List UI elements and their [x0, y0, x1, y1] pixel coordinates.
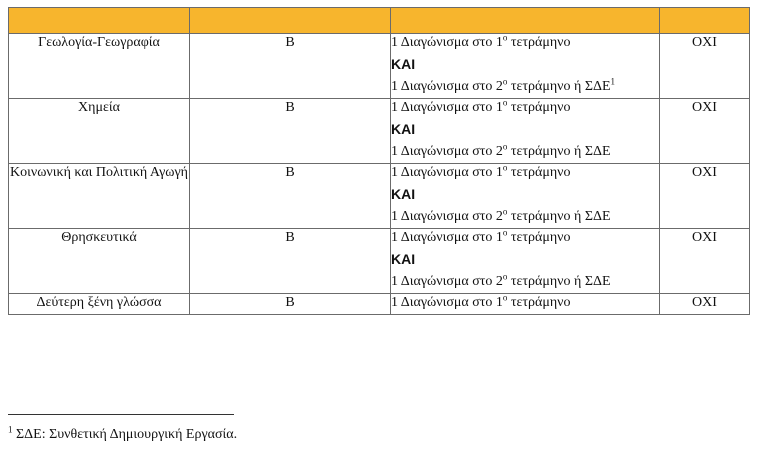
- exam-cell: [391, 229, 660, 294]
- table-row: [9, 34, 750, 99]
- class-cell: Β: [190, 294, 391, 315]
- exam-line-second: 1 Διαγώνισμα στο $2^o$ τετράμηνο ή ΣΔΕ: [391, 206, 611, 224]
- answer-cell: ΟΧΙ: [660, 229, 750, 294]
- exam-cell: [391, 99, 660, 164]
- subject-cell: Γεωλογία-Γεωγραφία: [9, 34, 190, 99]
- footnote-divider: [8, 414, 234, 415]
- footnote: [8, 424, 238, 443]
- table-row: [9, 99, 750, 164]
- exam-cell: [391, 34, 660, 99]
- header-cell: [391, 8, 660, 34]
- exam-line-second: 1 Διαγώνισμα στο $2^o$ τετράμηνο ή ΣΔΕ: [391, 271, 611, 289]
- exam-line-first: 1 Διαγώνισμα στο $1^o$ τετράμηνο: [391, 97, 571, 115]
- footnote-text: ΣΔΕ: Συνθετική Δημιουργική Εργασία.: [12, 427, 238, 442]
- answer-cell: ΟΧΙ: [660, 99, 750, 164]
- answer-cell: ΟΧΙ: [660, 34, 750, 99]
- header-cell: [660, 8, 750, 34]
- exam-line-first: 1 Διαγώνισμα στο $1^o$ τετράμηνο: [391, 227, 571, 245]
- exam-conjunction: ΚΑΙ: [391, 186, 416, 202]
- exam-cell: [391, 294, 660, 315]
- subject-cell: Κοινωνική και Πολιτική Αγωγή: [9, 164, 190, 229]
- class-cell: Β: [190, 34, 391, 99]
- footnote-marker: 1: [8, 424, 13, 435]
- header-cell: [9, 8, 190, 34]
- subject-cell: Χημεία: [9, 99, 190, 164]
- exam-conjunction: ΚΑΙ: [391, 56, 416, 72]
- subject-cell: Θρησκευτικά: [9, 229, 190, 294]
- answer-cell: ΟΧΙ: [660, 294, 750, 315]
- table-row: [9, 229, 750, 294]
- class-cell: Β: [190, 229, 391, 294]
- exam-conjunction: ΚΑΙ: [391, 121, 416, 137]
- header-cell: [190, 8, 391, 34]
- exam-cell: [391, 164, 660, 229]
- table-header-row: [9, 8, 750, 34]
- exam-line-second: 1 Διαγώνισμα στο $2^o$ τετράμηνο ή ΣΔΕ: [391, 141, 611, 159]
- answer-cell: ΟΧΙ: [660, 164, 750, 229]
- table-row: [9, 294, 750, 315]
- class-cell: Β: [190, 164, 391, 229]
- class-cell: Β: [190, 99, 391, 164]
- footnote-ref: 1: [610, 76, 616, 87]
- exam-table: [8, 7, 750, 315]
- exam-conjunction: ΚΑΙ: [391, 251, 416, 267]
- exam-line-first: 1 Διαγώνισμα στο $1^o$ τετράμηνο: [391, 292, 571, 310]
- subject-cell: Δεύτερη ξένη γλώσσα: [9, 294, 190, 315]
- exam-line-first: 1 Διαγώνισμα στο $1^o$ τετράμηνο: [391, 162, 571, 180]
- table-row: [9, 164, 750, 229]
- exam-line-first: 1 Διαγώνισμα στο $1^o$ τετράμηνο: [391, 32, 571, 50]
- exam-line-second: 1 Διαγώνισμα στο $2^o$ τετράμηνο ή ΣΔΕ$^1$: [391, 76, 616, 94]
